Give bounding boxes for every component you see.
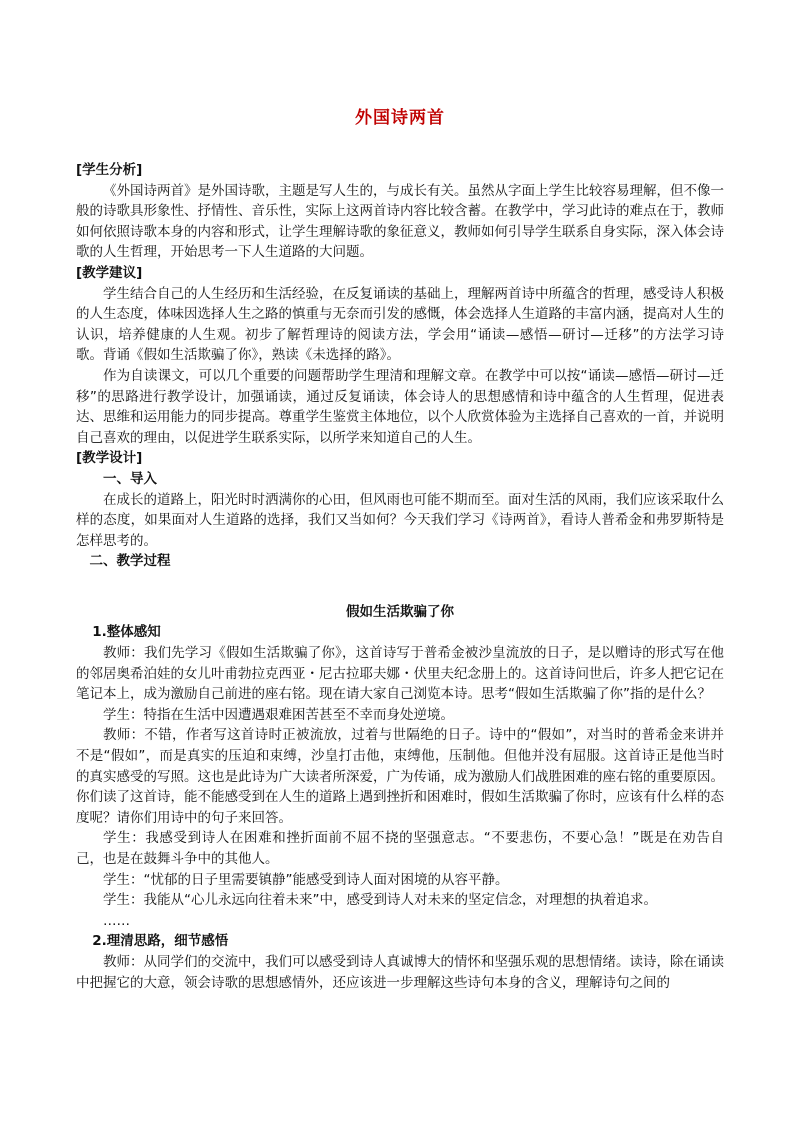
subheading-clarify-thoughts: 2.理清思路，细节感悟 (92, 933, 229, 950)
page-title: 外国诗两首 (355, 108, 445, 128)
ellipsis: …… (103, 912, 130, 929)
intro-paragraph: 在成长的道路上，阳光时时洒满你的心田，但风雨也可能不期而至。面对生活的风雨，我们应该采取什么样的态度，如果面对人生道路的选择，我们又当如何？今天我们学习《诗两首》，看诗人普希金和弗罗斯特是怎样思考的。 (76, 491, 724, 549)
dialogue-paragraph: 学生：我能从“心儿永远向往着未来”中，感受到诗人对未来的坚定信念，对理想的执着追求。 (103, 892, 657, 909)
teaching-suggestion-paragraph-1: 学生结合自己的人生经历和生活经验，在反复诵读的基础上，理解两首诗中所蕴含的哲理，感受诗人积极的人生态度，体味因选择人生之路的慎重与无奈而引发的感慨，体会选择人生道路的丰富内涵，提高对人生的认识，培养健康的人生观。初步了解哲理诗的阅读方法，学会用“诵读—感悟—研讨—迁移”的方法学习诗歌。背诵《假如生活欺骗了你》，熟读《未选择的路》。 (76, 285, 724, 364)
step-heading-intro: 一、导入 (103, 470, 157, 487)
teaching-suggestion-paragraph-2: 作为自读课文，可以几个重要的问题帮助学生理清和理解文章。在教学中可以按“诵读—感悟—研讨—迁移”的思路进行教学设计，加强诵读，通过反复诵读，体会诗人的思想感情和诗中蕴含的人生哲理，促进表达、思维和运用能力的同步提高。尊重学生鉴赏主体地位，以个人欣赏体验为主选择自己喜欢的一首，并说明自己喜欢的理由，以促进学生联系实际，以所学来知道自己的人生。 (76, 367, 724, 446)
student-analysis-paragraph: 《外国诗两首》是外国诗歌，主题是写人生的，与成长有关。虽然从字面上学生比较容易理解，但不像一般的诗歌具形象性、抒情性、音乐性，实际上这两首诗内容比较含蓄。在教学中，学习此诗的难点在于，教师如何依照诗歌本身的内容和形式，让学生理解诗歌的象征意义，教师如何引导学生联系自身实际，深入体会诗歌的人生哲理，开始思考一下人生道路的大问题。 (76, 182, 724, 261)
dialogue-paragraph: 教师：不错，作者写这首诗时正被流放，过着与世隔绝的日子。诗中的“假如”，对当时的普希金来讲并不是“假如”，而是真实的压迫和束缚，沙皇打击他，束缚他，压制他。但他并没有屈服。这首诗正是他当时的真实感受的写照。这也是此诗为广大读者所深爱，广为传诵，成为激励人们战胜困难的座右铭的重要原因。你们读了这首诗，能不能感受到在人生的道路上遇到挫折和困难时，假如生活欺骗了你时，应该有什么样的态度呢？请你们用诗中的句子来回答。 (76, 727, 724, 826)
section-label-teaching-suggestions: [教学建议] (76, 264, 143, 281)
dialogue-paragraph: 学生：我感受到诗人在困难和挫折面前不屈不挠的坚强意志。“不要悲伤，不要心急！”既是在劝告自己，也是在鼓舞斗争中的其他人。 (76, 830, 724, 867)
document-body (76, 160, 724, 993)
step-heading-process: 二、教学过程 (89, 553, 171, 570)
section-label-student-analysis: [学生分析] (76, 162, 143, 178)
dialogue-paragraph: 学生：特指在生活中因遭遇艰难困苦甚至不幸而身处逆境。 (103, 706, 454, 723)
dialogue-paragraph: 学生：“忧郁的日子里需要镇静”能感受到诗人面对困境的从容平静。 (103, 871, 509, 888)
section-label-teaching-design: [教学设计] (76, 450, 143, 467)
dialogue-paragraph: 教师：我们先学习《假如生活欺骗了你》，这首诗写于普希金被沙皇流放的日子，是以赠诗的形式写在他的邻居奥希泊娃的女儿叶甫勃拉克西亚・尼古拉耶夫娜・伏里夫纪念册上的。这首诗问世后，许多人把它记在笔记本上，成为激励自己前进的座右铭。现在请大家自己浏览本诗。思考“假如生活欺骗了你”指的是什么？ (76, 645, 724, 703)
dialogue-paragraph: 教师：从同学们的交流中，我们可以感受到诗人真诚博大的情怀和坚强乐观的思想情绪。读诗，除在诵读中把握它的大意，领会诗歌的思想感情外，还应该进一步理解这些诗句本身的含义，理解诗句之间的 (76, 953, 724, 991)
subheading-overall-perception: 1.整体感知 (92, 624, 161, 641)
poem-title: 假如生活欺骗了你 (346, 603, 454, 620)
